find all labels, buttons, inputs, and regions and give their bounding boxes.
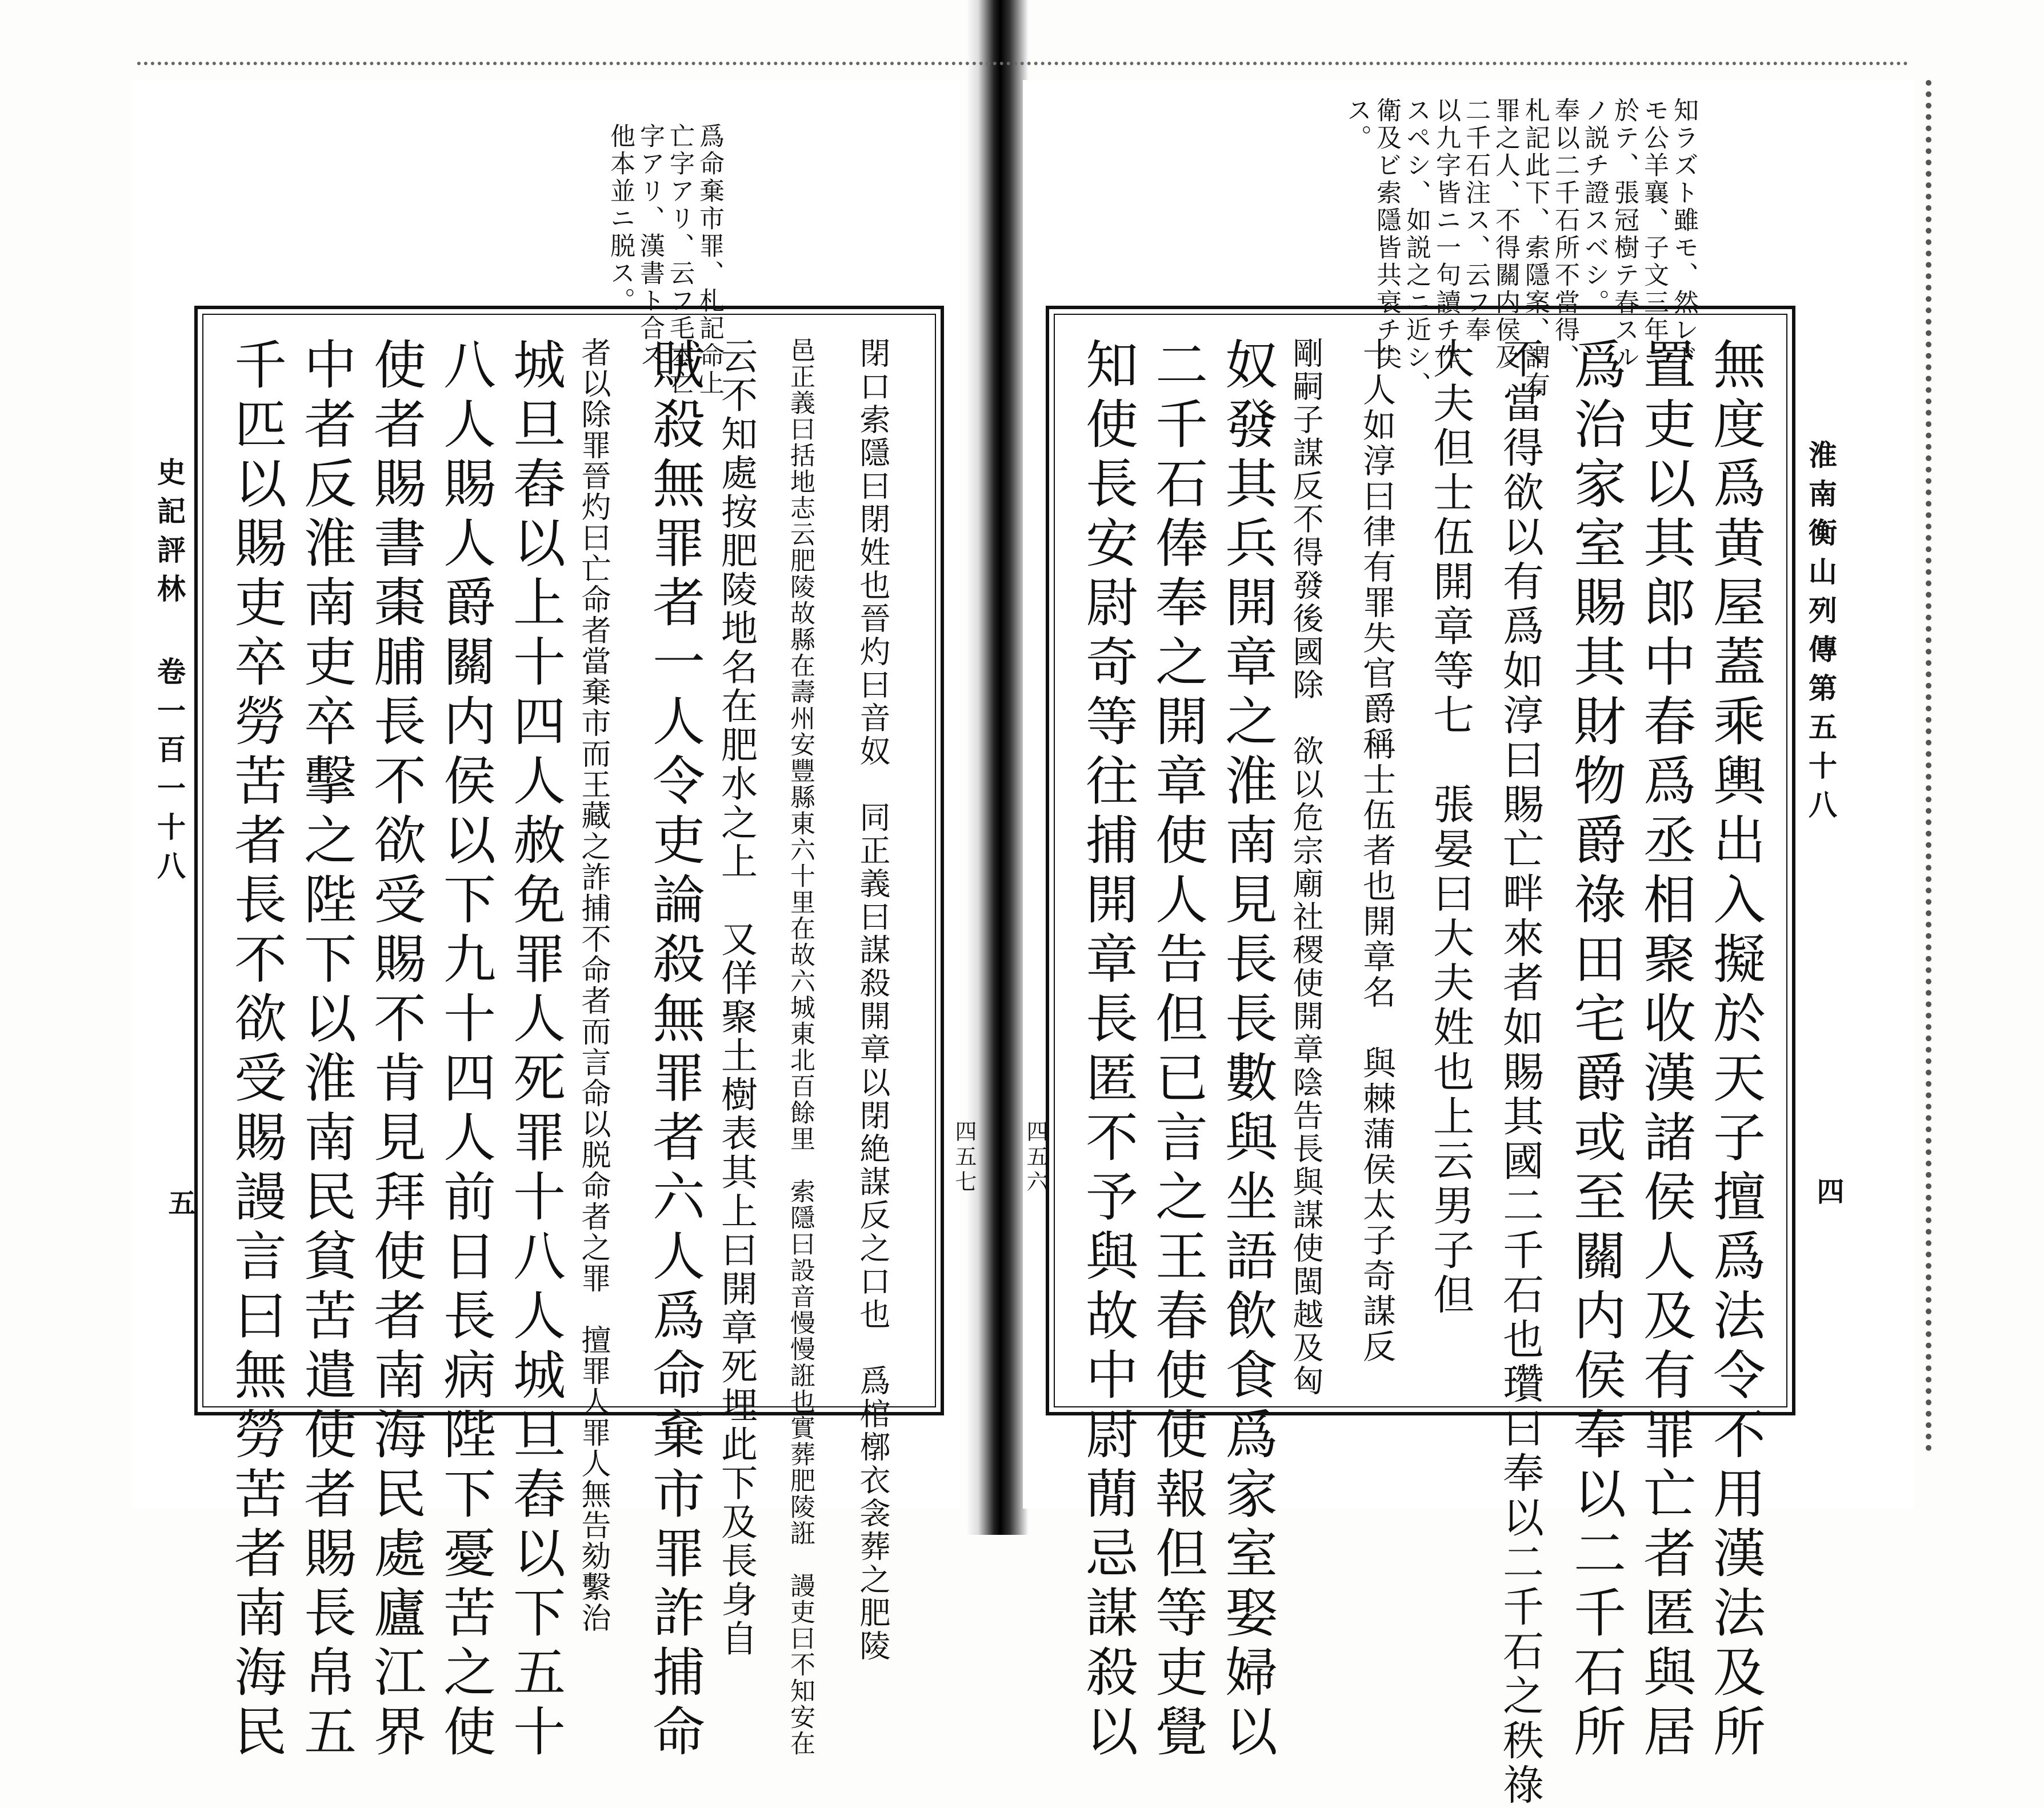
text-column: 二千石俸奉之開章使人告但已言之王春使使報但等吏覺 [1147, 337, 1208, 1763]
text-column: 無度爲黄屋蓋乘輿出入擬於天子擅爲法令不用漢法及所 [1705, 337, 1766, 1763]
text-column: 知使長安尉奇等往捕開章長匿不予與故中尉蕑忌謀殺以 [1077, 337, 1138, 1763]
text-column: 城旦舂以上十四人赦免罪人死罪十八人城旦舂以下五十 [505, 337, 566, 1763]
right-running-head: 淮南衡山列傳第五十八 [1804, 440, 1838, 829]
note-line: ノ説チ證スベシ。 [1580, 97, 1609, 317]
note-line: モ公羊襄、子文三年ニ [1639, 97, 1669, 371]
text-column: 使者賜書棗脯長不欲受賜不肯見拜使者南海民處廬江界 [365, 337, 426, 1763]
text-column: 賊殺無罪者一人令吏論殺無罪者六人爲命棄市罪詐捕命 [644, 337, 705, 1763]
note-line: 知ラズト雖モ、然レド [1669, 97, 1698, 371]
book-spine [966, 0, 1029, 1535]
text-column: 邑正義曰括地志云肥陵故縣在壽州安豐縣東六十里在故六城東北百餘里 索隱曰設音慢慢誑也實葬肥陵誑 謾吏曰不知安在 [786, 337, 815, 1757]
note-line: ス。 [1342, 97, 1371, 152]
right-page-number: 四 [1812, 1177, 1844, 1205]
note-line: 亡字アリ、云フ毛本亡 [665, 123, 694, 397]
text-column: 十人如淳曰律有罪失官爵稱士伍者也開章名 與棘蒲侯太子奇謀反 [1357, 337, 1396, 1365]
right-folio: 四五六 [1023, 1120, 1048, 1195]
text-column: 閉口索隱曰閉姓也晉灼曰音奴 同正義曰謀殺開章以閉絶謀反之口也 爲棺槨衣衾葬之肥陵 [855, 337, 891, 1663]
note-line: 奉以二千石所不當得、 [1550, 97, 1579, 371]
note-line: 於テ、張冠樹テ春スル [1610, 97, 1639, 371]
left-running-head: 史記評林 卷一百一十八 [153, 457, 186, 890]
note-line: 字アリ、漢書ト合ス、 [635, 123, 665, 397]
text-column: 置吏以其郎中春爲丞相聚收漢諸侯人及有罪亡者匿與居 [1635, 337, 1696, 1763]
left-page-number: 五 [163, 1189, 195, 1216]
text-column: 者以除罪晉灼曰亡命者當棄市而王藏之詐捕不命者而言命以脱命者之罪 擅罪人罪人無告劾繫治 [576, 337, 610, 1633]
text-column: 不當得欲以有爲如淳曰賜亡畔來者如賜其國二千石也瓚曰奉以二千石之秩祿 [1496, 337, 1544, 1808]
text-column: 剛嗣子謀反不得發後國除 欲以危宗廟社稷使開章陰告長與謀使閩越及匈 [1288, 337, 1324, 1398]
text-column: 大夫但士伍開章等七 張晏曰大夫姓也上云男子但 [1426, 337, 1474, 1318]
note-line: 以九字皆ニ一句讀チ作 [1431, 97, 1461, 371]
text-column: 中者反淮南吏卒擊之陛下以淮南民貧苦遣使者賜長帛五 [295, 337, 357, 1763]
left-folio: 四五七 [951, 1120, 977, 1195]
note-line: 罪之人、不得關内侯及 [1491, 97, 1520, 371]
text-column: 云不知處按肥陵地名在肥水之上 又佯聚土樹表其上曰開章死埋此下及長身自 [715, 337, 757, 1658]
text-column: 奴發其兵開章之淮南見長長數與坐語飲食爲家室娶婦以 [1217, 337, 1278, 1763]
note-line: 爲命棄市罪、札記命上 [695, 123, 724, 397]
scan-edge-top [137, 62, 1909, 82]
text-column: 爲治家室賜其財物爵祿田宅爵或至關内侯奉以二千石所 [1565, 337, 1626, 1763]
note-line: 二千石注ス、云フ奉 [1461, 97, 1490, 344]
text-column: 八人賜人爵關内侯以下九十四人前日長病陛下憂苦之使 [435, 337, 496, 1763]
note-line: スペシ、如説之ニ近シ、 [1402, 97, 1431, 399]
text-column: 千匹以賜吏卒勞苦者長不欲受賜謾言曰無勞苦者南海民 [226, 337, 287, 1763]
note-line: 他本並ニ脱ス。 [606, 123, 635, 315]
note-line: 札記此下、索隱案、謂有 [1521, 97, 1550, 399]
note-line: 衛及ビ索隱皆共衰チ尖 [1372, 97, 1401, 371]
